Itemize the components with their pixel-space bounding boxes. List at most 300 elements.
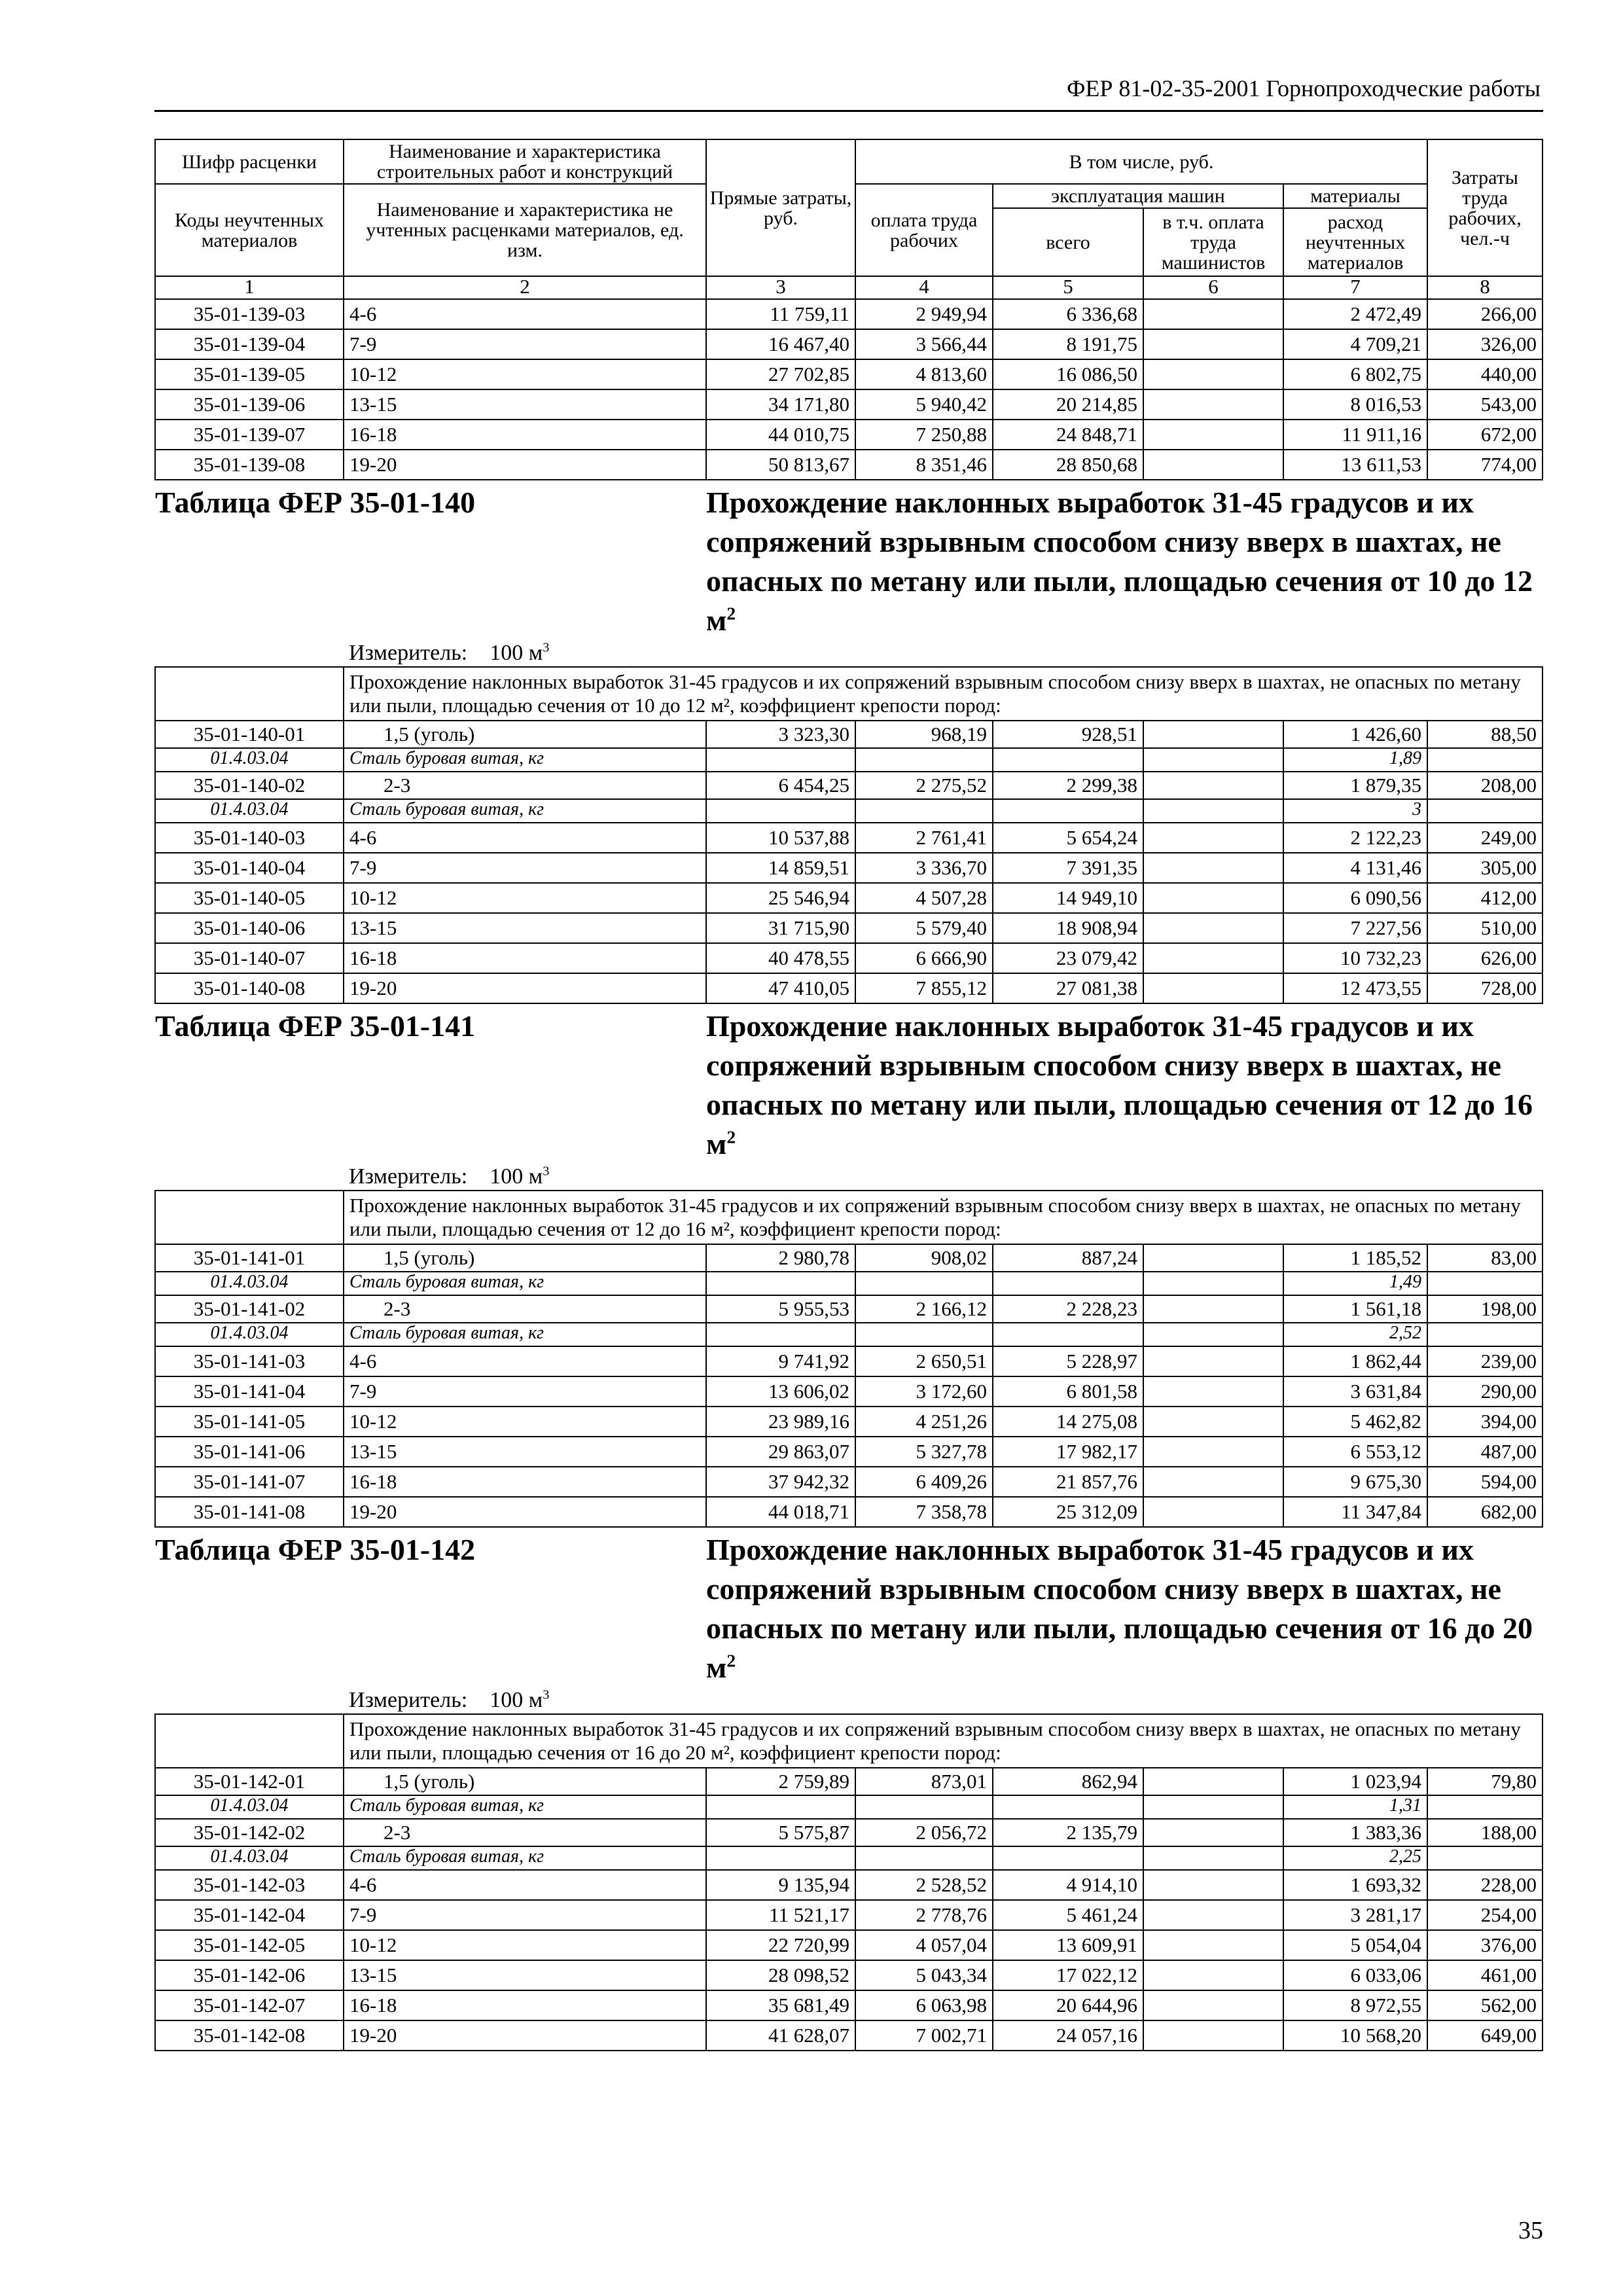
table-cell: 35-01-141-04 — [155, 1376, 344, 1407]
table-cell: 31 715,90 — [706, 913, 855, 943]
table-cell: 01.4.03.04 — [155, 1323, 344, 1346]
table-cell: 208,00 — [1427, 772, 1543, 799]
table-cell: 3 566,44 — [855, 329, 993, 359]
table-cell: 2 980,78 — [706, 1244, 855, 1272]
table-cell: 11 521,17 — [706, 1900, 855, 1930]
table-cell — [1143, 329, 1283, 359]
material-row — [155, 1795, 1543, 1819]
table-cell: 5 940,42 — [855, 389, 993, 420]
table-row — [155, 823, 1543, 853]
table-cell: 2 949,94 — [855, 299, 993, 329]
material-row — [155, 1272, 1543, 1295]
table-cell: 35-01-140-06 — [155, 913, 344, 943]
table-cell: 862,94 — [993, 1768, 1143, 1795]
table-cell: 79,80 — [1427, 1768, 1543, 1795]
table-cell: 887,24 — [993, 1244, 1143, 1272]
table-cell: 13-15 — [344, 913, 706, 943]
table-cell: 17 982,17 — [993, 1437, 1143, 1467]
table-cell: 10-12 — [344, 1407, 706, 1437]
table-row — [155, 1437, 1543, 1467]
table-cell: 4-6 — [344, 1870, 706, 1900]
table-cell: 1,31 — [1283, 1795, 1427, 1819]
table-cell: 249,00 — [1427, 823, 1543, 853]
table-cell: 7 855,12 — [855, 973, 993, 1003]
table-cell: 239,00 — [1427, 1346, 1543, 1376]
table-cell: 2 472,49 — [1283, 299, 1427, 329]
table-cell: 35-01-141-07 — [155, 1467, 344, 1497]
section-description: Прохождение наклонных выработок 31-45 градусов и их сопряжений взрывным способом снизу вверх в шахтах, не опасных по метану или пыли, площадью сечения от 12 до 16 м², коэффициент крепости пород: — [344, 1191, 1543, 1244]
table-cell: 594,00 — [1427, 1467, 1543, 1497]
table-cell: 6 553,12 — [1283, 1437, 1427, 1467]
table-cell: 35 681,49 — [706, 1990, 855, 2020]
table-cell: 2 166,12 — [855, 1295, 993, 1323]
table-cell: 19-20 — [344, 450, 706, 480]
table-cell — [1143, 420, 1283, 450]
table-cell: 10 568,20 — [1283, 2020, 1427, 2051]
page-number: 35 — [1518, 2217, 1543, 2244]
table-cell: 20 214,85 — [993, 389, 1143, 420]
table-cell: Сталь буровая витая, кг — [344, 1323, 706, 1346]
table-cell: 2-3 — [344, 1295, 706, 1323]
table-cell: 28 098,52 — [706, 1960, 855, 1990]
table-cell: 2 650,51 — [855, 1346, 993, 1376]
table-cell: 626,00 — [1427, 943, 1543, 973]
table-row — [155, 1960, 1543, 1990]
table-row — [155, 359, 1543, 389]
table-cell: 728,00 — [1427, 973, 1543, 1003]
material-row — [155, 799, 1543, 823]
table-cell: 2 299,38 — [993, 772, 1143, 799]
col-mat-sub: расход неучтенных материалов — [1283, 208, 1427, 276]
table-cell: 44 010,75 — [706, 420, 855, 450]
table-row — [155, 1376, 1543, 1407]
table-cell: 7 227,56 — [1283, 913, 1427, 943]
table-cell: 7 002,71 — [855, 2020, 993, 2051]
table-title: Таблица ФЕР 35-01-140 Прохождение наклонных выработок 31-45 градусов и их сопряжений взрывным способом снизу вверх в шахтах, не опасных по метану или пыли, площадью сечения от 10 до 12 $м^2$ — [155, 480, 1543, 640]
table-cell: 672,00 — [1427, 420, 1543, 450]
table-cell: 1,89 — [1283, 748, 1427, 772]
table-cell: 19-20 — [344, 2020, 706, 2051]
table-cell: 5 043,34 — [855, 1960, 993, 1990]
table-cell — [1143, 2020, 1283, 2051]
table-cell: 10 732,23 — [1283, 943, 1427, 973]
table-cell: 35-01-142-01 — [155, 1768, 344, 1795]
table-cell: 1 862,44 — [1283, 1346, 1427, 1376]
table-cell: 10-12 — [344, 883, 706, 913]
table-cell: 290,00 — [1427, 1376, 1543, 1407]
rates-table — [154, 139, 1543, 2051]
table-cell: 4 914,10 — [993, 1870, 1143, 1900]
table-cell — [1143, 823, 1283, 853]
unit-value: 100 м — [490, 641, 543, 665]
table-label: Таблица ФЕР 35-01-140 — [155, 486, 476, 519]
table-cell: 35-01-141-01 — [155, 1244, 344, 1272]
table-row — [155, 721, 1543, 748]
table-cell: 5 654,24 — [993, 823, 1143, 853]
table-cell: 2-3 — [344, 1819, 706, 1846]
table-cell: 5 228,97 — [993, 1346, 1143, 1376]
table-cell: 35-01-140-05 — [155, 883, 344, 913]
table-cell: 35-01-142-03 — [155, 1870, 344, 1900]
table-cell: 7-9 — [344, 1900, 706, 1930]
table-cell: 9 741,92 — [706, 1346, 855, 1376]
table-label: Таблица ФЕР 35-01-141 — [155, 1009, 476, 1043]
table-cell: 35-01-142-04 — [155, 1900, 344, 1930]
table-cell: 35-01-142-07 — [155, 1990, 344, 2020]
section-description: Прохождение наклонных выработок 31-45 градусов и их сопряжений взрывным способом снизу вверх в шахтах, не опасных по метану или пыли, площадью сечения от 10 до 12 м², коэффициент крепости пород: — [344, 667, 1543, 721]
table-cell — [1143, 1407, 1283, 1437]
table-cell: 5 054,04 — [1283, 1930, 1427, 1960]
table-cell: 37 942,32 — [706, 1467, 855, 1497]
table-row — [155, 1819, 1543, 1846]
table-cell: 35-01-141-02 — [155, 1295, 344, 1323]
table-cell: 7 358,78 — [855, 1497, 993, 1527]
table-cell: 873,01 — [855, 1768, 993, 1795]
table-cell — [1143, 1295, 1283, 1323]
table-cell: 2,25 — [1283, 1846, 1427, 1870]
unit-value: 100 м — [490, 1164, 543, 1189]
rates-document — [154, 139, 1542, 2051]
table-cell: 13 611,53 — [1283, 450, 1427, 480]
table-cell: 1,5 (уголь) — [344, 721, 706, 748]
table-cell: 13 606,02 — [706, 1376, 855, 1407]
table-cell: 23 989,16 — [706, 1407, 855, 1437]
table-cell: 44 018,71 — [706, 1497, 855, 1527]
table-heading: Прохождение наклонных выработок 31-45 градусов и их сопряжений взрывным способом снизу вверх в шахтах, не опасных по метану или пыли, площадью сечения от 10 до 12 м — [706, 486, 1533, 637]
col-name2: Наименование и характеристика не учтенных расценками материалов, ед. изм. — [344, 184, 706, 276]
table-row — [155, 913, 1543, 943]
table-row — [155, 1295, 1543, 1323]
table-cell: 305,00 — [1427, 853, 1543, 883]
table-cell: 14 949,10 — [993, 883, 1143, 913]
table-cell: 487,00 — [1427, 1437, 1543, 1467]
table-cell — [1143, 1346, 1283, 1376]
table-cell: 5 327,78 — [855, 1437, 993, 1467]
table-cell: 4 131,46 — [1283, 853, 1427, 883]
table-cell: 2,52 — [1283, 1323, 1427, 1346]
table-row — [155, 1870, 1543, 1900]
table-cell: 20 644,96 — [993, 1990, 1143, 2020]
table-cell: 35-01-142-05 — [155, 1930, 344, 1960]
table-row — [155, 450, 1543, 480]
table-cell: 6 336,68 — [993, 299, 1143, 329]
unit-row: Измеритель: 100 $м^3$ — [155, 640, 1543, 667]
table-title: Таблица ФЕР 35-01-142 Прохождение наклонных выработок 31-45 градусов и их сопряжений взрывным способом снизу вверх в шахтах, не опасных по метану или пыли, площадью сечения от 16 до 20 $м^2$ — [155, 1527, 1543, 1687]
table-140-body — [155, 480, 1543, 1003]
table-cell: 4 507,28 — [855, 883, 993, 913]
table-cell: 27 702,85 — [706, 359, 855, 389]
table-cell: 83,00 — [1427, 1244, 1543, 1272]
unit-label: Измеритель: — [349, 641, 468, 665]
table-cell: 543,00 — [1427, 389, 1543, 420]
table-row — [155, 389, 1543, 420]
table-cell: 908,02 — [855, 1244, 993, 1272]
table-cell: 35-01-139-05 — [155, 359, 344, 389]
table-cell: 5 955,53 — [706, 1295, 855, 1323]
table-cell: 19-20 — [344, 1497, 706, 1527]
table-heading: Прохождение наклонных выработок 31-45 градусов и их сопряжений взрывным способом снизу вверх в шахтах, не опасных по метану или пыли, площадью сечения от 16 до 20 м — [706, 1533, 1533, 1684]
page-header-text: ФЕР 81-02-35-2001 Горнопроходческие работы — [1066, 75, 1541, 101]
table-cell: 35-01-142-02 — [155, 1819, 344, 1846]
table-cell: 6 801,58 — [993, 1376, 1143, 1407]
table-cell: 22 720,99 — [706, 1930, 855, 1960]
table-cell — [1143, 1930, 1283, 1960]
table-cell: 2 528,52 — [855, 1870, 993, 1900]
table-cell: 3 172,60 — [855, 1376, 993, 1407]
table-cell: 35-01-142-08 — [155, 2020, 344, 2051]
description-row — [155, 1714, 1543, 1768]
table-cell: Сталь буровая витая, кг — [344, 1846, 706, 1870]
table-cell: 29 863,07 — [706, 1437, 855, 1467]
table-cell: 2 759,89 — [706, 1768, 855, 1795]
table-cell: 4-6 — [344, 823, 706, 853]
table-cell — [1143, 359, 1283, 389]
table-row — [155, 1497, 1543, 1527]
table-cell: 1 426,60 — [1283, 721, 1427, 748]
table-cell: Сталь буровая витая, кг — [344, 1272, 706, 1295]
column-numbers: 1 2 3 4 5 6 7 8 — [155, 276, 1543, 299]
table-cell: 35-01-139-07 — [155, 420, 344, 450]
table-cell: 35-01-139-04 — [155, 329, 344, 359]
table-row — [155, 1244, 1543, 1272]
table-cell: 562,00 — [1427, 1990, 1543, 2020]
table-cell: 10 537,88 — [706, 823, 855, 853]
table-cell: 6 454,25 — [706, 772, 855, 799]
table-141-body — [155, 1003, 1543, 1527]
col-code: Шифр расценки — [155, 139, 344, 184]
table-label: Таблица ФЕР 35-01-142 — [155, 1533, 476, 1566]
table-cell: 3 281,17 — [1283, 1900, 1427, 1930]
table-cell — [1143, 1497, 1283, 1527]
table-cell: 3 — [1283, 799, 1427, 823]
table-cell: 4 709,21 — [1283, 329, 1427, 359]
col-mwages: в т.ч. оплата труда машинистов — [1143, 208, 1283, 276]
table-cell: 11 347,84 — [1283, 1497, 1427, 1527]
table-cell — [1143, 1437, 1283, 1467]
table-cell: 412,00 — [1427, 883, 1543, 913]
table-row — [155, 1346, 1543, 1376]
page-header — [154, 72, 1543, 112]
table-cell — [1143, 883, 1283, 913]
table-cell — [1143, 1870, 1283, 1900]
table-cell: 35-01-140-02 — [155, 772, 344, 799]
table-cell: 1 879,35 — [1283, 772, 1427, 799]
table-cell — [1143, 1960, 1283, 1990]
table-row — [155, 883, 1543, 913]
table-cell: 35-01-142-06 — [155, 1960, 344, 1990]
table-cell: 5 579,40 — [855, 913, 993, 943]
table-cell: 5 461,24 — [993, 1900, 1143, 1930]
col-mtotal: всего — [993, 208, 1143, 276]
table-cell: 5 575,87 — [706, 1819, 855, 1846]
table-cell — [1143, 943, 1283, 973]
table-cell — [1143, 721, 1283, 748]
table-cell: 2 275,52 — [855, 772, 993, 799]
table-cell: 1,5 (уголь) — [344, 1768, 706, 1795]
table-cell: 2 056,72 — [855, 1819, 993, 1846]
table-cell: 7 250,88 — [855, 420, 993, 450]
table-cell: 34 171,80 — [706, 389, 855, 420]
table-cell: 461,00 — [1427, 1960, 1543, 1990]
table-cell: 188,00 — [1427, 1819, 1543, 1846]
table-cell: 16-18 — [344, 943, 706, 973]
col-direct: Прямые затраты, руб. — [706, 139, 855, 276]
table-cell: 649,00 — [1427, 2020, 1543, 2051]
table-cell: 19-20 — [344, 973, 706, 1003]
material-row — [155, 1846, 1543, 1870]
table-cell: 11 759,11 — [706, 299, 855, 329]
table-row — [155, 299, 1543, 329]
col-materials: материалы — [1283, 184, 1427, 208]
table-cell: 7 391,35 — [993, 853, 1143, 883]
table-cell: 35-01-140-04 — [155, 853, 344, 883]
table-cell — [1143, 1376, 1283, 1407]
table-cell: 01.4.03.04 — [155, 799, 344, 823]
table-cell: 254,00 — [1427, 1900, 1543, 1930]
table-cell: 968,19 — [855, 721, 993, 748]
table-cell: 01.4.03.04 — [155, 1272, 344, 1295]
table-cell: 23 079,42 — [993, 943, 1143, 973]
table-row — [155, 1407, 1543, 1437]
table-cell: 01.4.03.04 — [155, 748, 344, 772]
table-cell: 35-01-139-06 — [155, 389, 344, 420]
table-cell: 14 275,08 — [993, 1407, 1143, 1437]
table-cell: 2 778,76 — [855, 1900, 993, 1930]
table-cell: 3 336,70 — [855, 853, 993, 883]
table-cell: 25 546,94 — [706, 883, 855, 913]
table-cell: 35-01-139-03 — [155, 299, 344, 329]
table-cell: 12 473,55 — [1283, 973, 1427, 1003]
table-cell: 9 135,94 — [706, 1870, 855, 1900]
table-cell: 2 228,23 — [993, 1295, 1143, 1323]
table-row — [155, 420, 1543, 450]
material-row — [155, 1323, 1543, 1346]
table-row — [155, 1900, 1543, 1930]
description-row — [155, 667, 1543, 721]
table-cell: 1,5 (уголь) — [344, 1244, 706, 1272]
table-cell: 47 410,05 — [706, 973, 855, 1003]
table-cell: 198,00 — [1427, 1295, 1543, 1323]
table-cell: 394,00 — [1427, 1407, 1543, 1437]
table-cell: 17 022,12 — [993, 1960, 1143, 1990]
table-cell: 16-18 — [344, 420, 706, 450]
table-cell — [1143, 1467, 1283, 1497]
col-wages: оплата труда рабочих — [855, 184, 993, 276]
table-cell: 9 675,30 — [1283, 1467, 1427, 1497]
table-cell — [1143, 1900, 1283, 1930]
table-cell: 35-01-140-03 — [155, 823, 344, 853]
table-cell: 6 063,98 — [855, 1990, 993, 2020]
table-cell: 1 023,94 — [1283, 1768, 1427, 1795]
table-row — [155, 1467, 1543, 1497]
table-cell: 4-6 — [344, 1346, 706, 1376]
table-cell: 266,00 — [1427, 299, 1543, 329]
table-cell — [1143, 450, 1283, 480]
table-cell: 7-9 — [344, 853, 706, 883]
table-cell: Сталь буровая витая, кг — [344, 1795, 706, 1819]
table-cell — [1143, 1244, 1283, 1272]
table-cell: 6 409,26 — [855, 1467, 993, 1497]
description-row — [155, 1191, 1543, 1244]
table-cell: 35-01-140-07 — [155, 943, 344, 973]
table-cell: 11 911,16 — [1283, 420, 1427, 450]
table-cell: 6 802,75 — [1283, 359, 1427, 389]
table-cell: 3 631,84 — [1283, 1376, 1427, 1407]
table-cell: 2 122,23 — [1283, 823, 1427, 853]
table-cell: 376,00 — [1427, 1930, 1543, 1960]
table-cell — [1143, 853, 1283, 883]
table-cell — [1143, 1819, 1283, 1846]
table-cell: 16 467,40 — [706, 329, 855, 359]
table-cell: 326,00 — [1427, 329, 1543, 359]
unit-label: Измеритель: — [349, 1164, 468, 1189]
table-cell: 13-15 — [344, 389, 706, 420]
table-cell: 50 813,67 — [706, 450, 855, 480]
section-description: Прохождение наклонных выработок 31-45 градусов и их сопряжений взрывным способом снизу вверх в шахтах, не опасных по метану или пыли, площадью сечения от 16 до 20 м², коэффициент крепости пород: — [344, 1714, 1543, 1768]
table-row — [155, 1930, 1543, 1960]
table-cell: 40 478,55 — [706, 943, 855, 973]
col-name: Наименование и характеристика строительных работ и конструкций — [344, 139, 706, 184]
table-cell: 6 666,90 — [855, 943, 993, 973]
table-cell — [1143, 389, 1283, 420]
table-cell: 4 057,04 — [855, 1930, 993, 1960]
table-title: Таблица ФЕР 35-01-141 Прохождение наклонных выработок 31-45 градусов и их сопряжений взрывным способом снизу вверх в шахтах, не опасных по метану или пыли, площадью сечения от 12 до 16 $м^2$ — [155, 1003, 1543, 1164]
table-cell: 28 850,68 — [993, 450, 1143, 480]
table-cell: 928,51 — [993, 721, 1143, 748]
table-cell: 25 312,09 — [993, 1497, 1143, 1527]
table-row — [155, 853, 1543, 883]
table-cell: 10-12 — [344, 1930, 706, 1960]
col-machines: эксплуатация машин — [993, 184, 1283, 208]
table-cell: 35-01-139-08 — [155, 450, 344, 480]
table-cell: 4 813,60 — [855, 359, 993, 389]
table-cell: 35-01-140-01 — [155, 721, 344, 748]
table-cell: 88,50 — [1427, 721, 1543, 748]
table-cell: 1,49 — [1283, 1272, 1427, 1295]
table-cell: 01.4.03.04 — [155, 1846, 344, 1870]
material-row — [155, 748, 1543, 772]
table-cell: 510,00 — [1427, 913, 1543, 943]
table-cell: 2 135,79 — [993, 1819, 1143, 1846]
table-cell: 774,00 — [1427, 450, 1543, 480]
table-cell: 13-15 — [344, 1437, 706, 1467]
table-cell: 2 761,41 — [855, 823, 993, 853]
table-cell: 27 081,38 — [993, 973, 1143, 1003]
table-cell: Сталь буровая витая, кг — [344, 799, 706, 823]
table-cell — [1143, 1768, 1283, 1795]
table-cell: 35-01-141-08 — [155, 1497, 344, 1527]
table-cell: 7-9 — [344, 1376, 706, 1407]
table-cell — [1143, 772, 1283, 799]
table-row — [155, 973, 1543, 1003]
table-row — [155, 772, 1543, 799]
table-cell: 5 462,82 — [1283, 1407, 1427, 1437]
table-cell: 21 857,76 — [993, 1467, 1143, 1497]
table-cell: 16-18 — [344, 1467, 706, 1497]
table-cell: 13 609,91 — [993, 1930, 1143, 1960]
table-row — [155, 1768, 1543, 1795]
table-cell: 440,00 — [1427, 359, 1543, 389]
table-cell: 8 016,53 — [1283, 389, 1427, 420]
col-labor: Затраты труда рабочих, чел.-ч — [1427, 139, 1543, 276]
col-incl: В том числе, руб. — [855, 139, 1427, 184]
table-cell: 41 628,07 — [706, 2020, 855, 2051]
table-cell: 16 086,50 — [993, 359, 1143, 389]
table-cell: 2-3 — [344, 772, 706, 799]
table-cell — [1143, 1990, 1283, 2020]
table-cell: 7-9 — [344, 329, 706, 359]
table-cell: 4-6 — [344, 299, 706, 329]
